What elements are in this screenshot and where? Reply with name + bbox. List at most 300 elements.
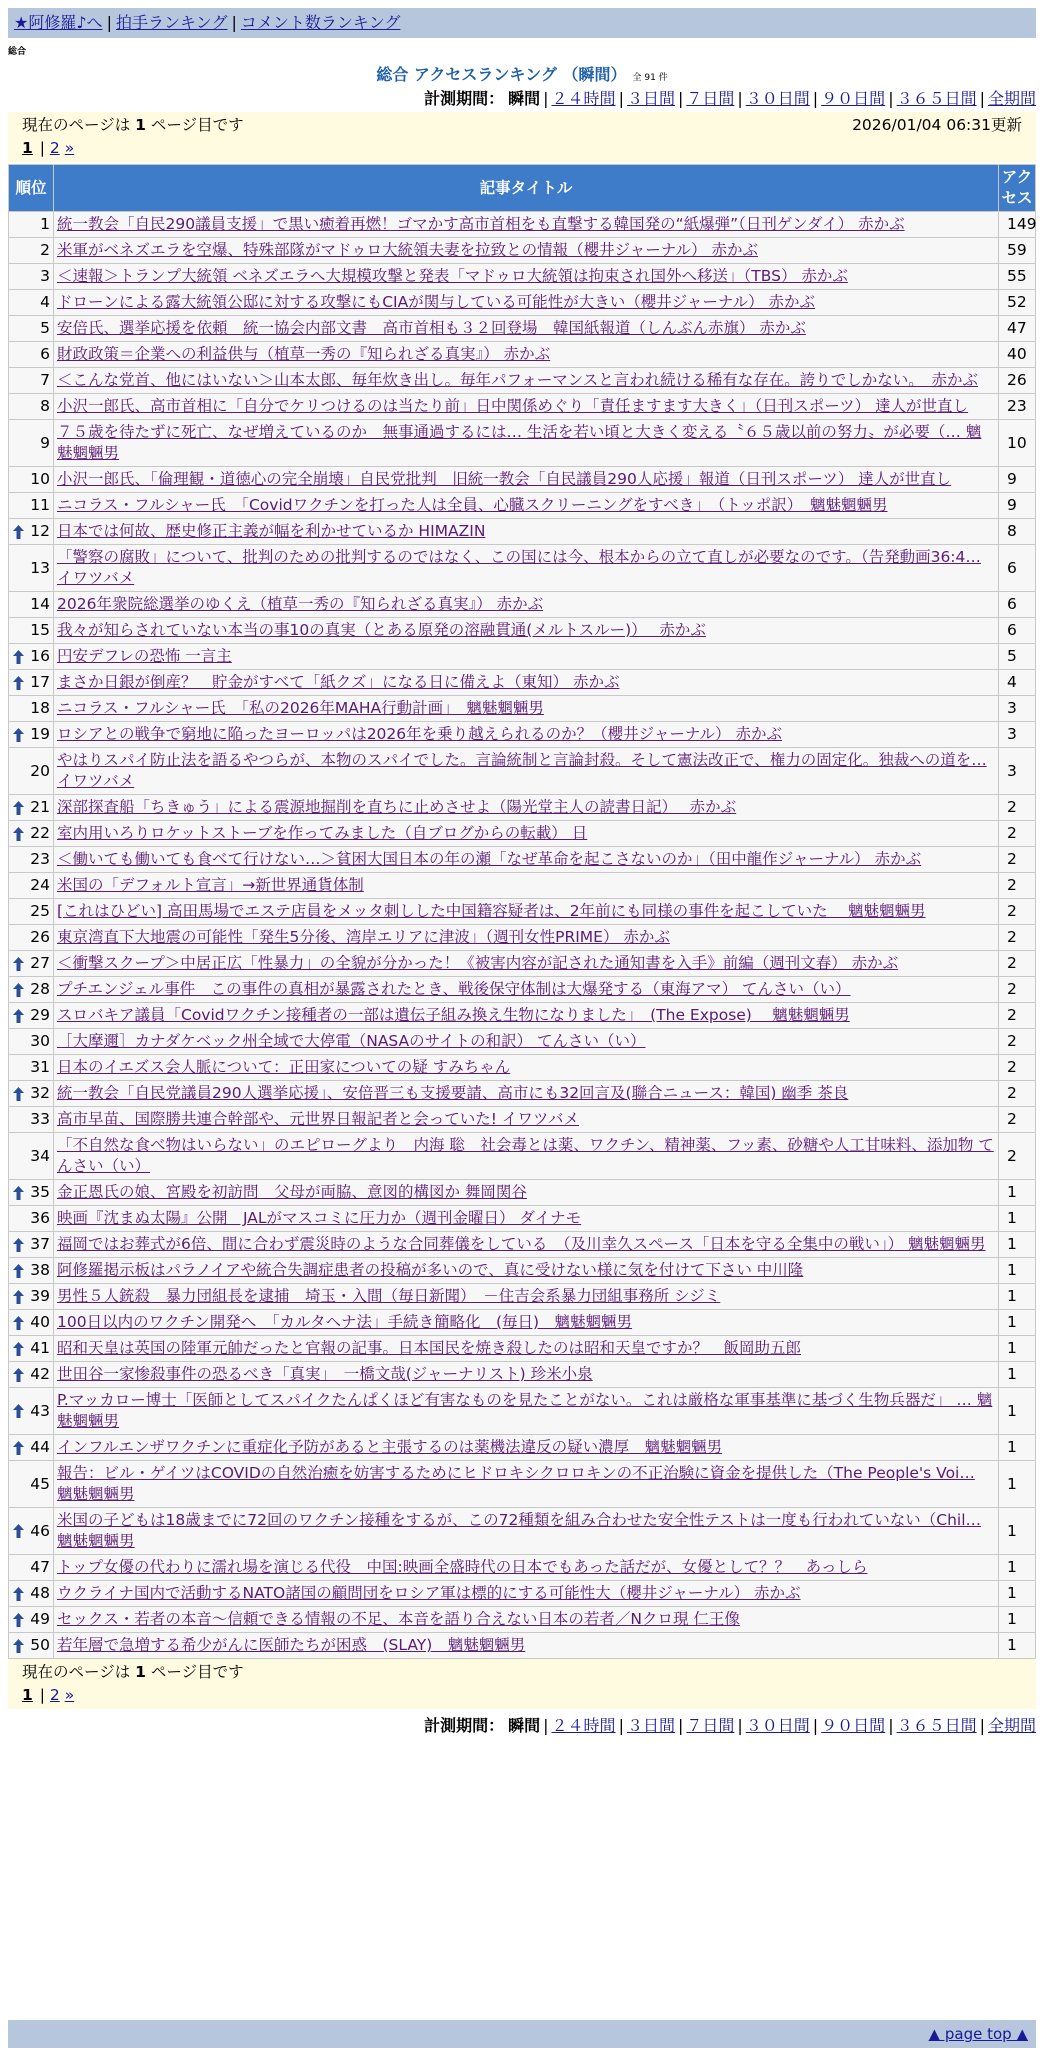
title-cell [54, 795, 999, 821]
table-row [9, 1232, 1036, 1258]
table-row [9, 977, 1036, 1003]
access-count: 1 [999, 1258, 1036, 1284]
table-row [9, 951, 1036, 977]
access-count: 3 [999, 696, 1036, 722]
rank-number: 43 [30, 1401, 50, 1420]
access-count: 2 [999, 899, 1036, 925]
title-cell [54, 1555, 999, 1581]
rank-number: 14 [30, 595, 50, 613]
title-cell [54, 420, 999, 467]
rank-number: 36 [30, 1209, 50, 1227]
access-header: アクセス [999, 165, 1036, 212]
rank-number: 12 [30, 522, 50, 540]
title-cell [54, 925, 999, 951]
rank-cell [9, 592, 54, 618]
table-row [9, 1388, 1036, 1435]
pager-top: 1 | 2 » [22, 139, 75, 157]
rank-number: 32 [30, 1084, 50, 1102]
title-cell [54, 1029, 999, 1055]
table-row [9, 519, 1036, 545]
rank-number: 23 [30, 850, 50, 868]
rank-cell [9, 1336, 54, 1362]
period-90d-link[interactable]: ９０日間 [821, 89, 886, 108]
rank-up-arrow-icon [13, 1404, 24, 1418]
bottom-block [0, 1659, 1044, 1736]
period-90d-link-bottom[interactable]: ９０日間 [821, 1716, 886, 1735]
period-current: 瞬間 [508, 89, 541, 108]
table-row [9, 394, 1036, 420]
article-link[interactable]: [これはひどい] 高田馬場でエステ店員をメッタ刺しした中国籍容疑者は、2年前にも同様の事件を起こしていた 魑魅魍魎男 [57, 902, 926, 920]
article-link[interactable]: 福岡ではお葬式が6倍、間に合わず震災時のような合同葬儀をしている （及川幸久スペース「日本を守る全集中の戦い」） 魑魅魍魎男 [57, 1235, 986, 1253]
rank-number: 44 [30, 1438, 50, 1456]
article-link[interactable]: 世田谷一家惨殺事件の恐るべき「真実」 一橋文哉(ジャーナリスト) 珍米小泉 [57, 1365, 593, 1383]
title-cell [54, 394, 999, 420]
home-link[interactable]: ★阿修羅♪へ [14, 13, 103, 32]
rank-number: 41 [30, 1339, 50, 1357]
title-cell [54, 1081, 999, 1107]
article-link[interactable]: 統一教会「自民290議員支援」で黒い癒着再燃！ゴマかす高市首相をも直撃する韓国発の“紙爆弾”（日刊ゲンダイ） 赤かぶ [57, 215, 905, 233]
rank-number: 17 [30, 673, 50, 691]
rank-number: 11 [30, 496, 50, 514]
rank-cell [9, 722, 54, 748]
title-cell [54, 1461, 999, 1508]
title-cell [54, 1232, 999, 1258]
page-info-top: 現在のページは 1 ページ目です 2026/01/04 06:31更新 1 | 2 » [8, 112, 1036, 162]
rank-cell [9, 493, 54, 519]
rank-cell [9, 1508, 54, 1555]
title-cell [54, 1362, 999, 1388]
article-link[interactable]: 財政政策＝企業への利益供与（植草一秀の『知られざる真実』） 赤かぶ [57, 345, 551, 363]
article-link[interactable]: 報告：ビル・ゲイツはCOVIDの自然治癒を妨害するためにヒドロキシクロロキンの不正治験に資金を提供した（The People's Voi… 魑魅魍魎男 [57, 1464, 975, 1503]
rank-number: 30 [30, 1032, 50, 1050]
table-row [9, 1180, 1036, 1206]
rank-up-arrow-icon [13, 1524, 24, 1538]
pager-page-2-bottom[interactable]: 2 [49, 1686, 60, 1704]
article-link[interactable]: ドローンによる露大統領公邸に対する攻撃にもCIAが関与している可能性が大きい（櫻井ジャーナル） 赤かぶ [57, 293, 816, 311]
article-link[interactable]: 小沢一郎氏、高市首相に「自分でケリつけるのは当たり前」日中関係めぐり「責任ますます大きく」（日刊スポーツ） 達人が世直し [57, 397, 969, 415]
access-count: 1 [999, 1310, 1036, 1336]
rank-cell [9, 847, 54, 873]
rank-cell [9, 1232, 54, 1258]
rank-number: 24 [30, 876, 50, 894]
title-cell [54, 342, 999, 368]
access-count: 2 [999, 977, 1036, 1003]
access-count: 2 [999, 1107, 1036, 1133]
article-link[interactable]: 「警察の腐敗」について、批判のための批判するのではなく、この国には今、根本からの立て直しが必要なのです。（告発動画36:4… イワツバメ [57, 548, 981, 587]
rank-up-arrow-icon [13, 1587, 24, 1601]
article-link[interactable]: 「不自然な食べ物はいらない」のエピローグより 内海 聡 社会毒とは薬、ワクチン、精神薬、フッ素、砂糖や人工甘味料、添加物 てんさい（い） [57, 1136, 994, 1175]
rank-up-arrow-icon [13, 525, 24, 539]
access-count: 4 [999, 670, 1036, 696]
clap-ranking-link[interactable]: 拍手ランキング [115, 13, 228, 32]
table-row [9, 847, 1036, 873]
rank-number: 31 [30, 1058, 50, 1076]
table-row [9, 873, 1036, 899]
pager-next-bottom[interactable]: » [64, 1686, 75, 1704]
access-count: 1 [999, 1362, 1036, 1388]
rank-cell [9, 238, 54, 264]
pager-page-2[interactable]: 2 [49, 139, 60, 157]
rank-up-arrow-icon [13, 1186, 24, 1200]
article-link[interactable]: ＜速報＞トランプ大統領 ベネズエラへ大規模攻撃と発表「マドゥロ大統領は拘束され国外へ移送」（TBS） 赤かぶ [57, 267, 848, 285]
footer-bar [8, 2020, 1036, 2048]
article-link[interactable]: 安倍氏、選挙応援を依頼 統一協会内部文書 高市首相も３２回登場 韓国紙報道（しんぶん赤旗） 赤かぶ [57, 319, 806, 337]
title-cell [54, 899, 999, 925]
rank-up-arrow-icon [13, 1009, 24, 1023]
rank-cell [9, 748, 54, 795]
article-link[interactable]: 統一教会「自民党議員290人選挙応援」、安倍晋三も支援要請、高市にも32回言及(聯合ニュース：韓国) 幽季 茶良 [57, 1084, 849, 1102]
article-link[interactable]: 映画『沈まぬ太陽』公開 JALがマスコミに圧力か（週刊金曜日） ダイナモ [57, 1209, 582, 1227]
rank-up-arrow-icon [13, 1441, 24, 1455]
table-row [9, 342, 1036, 368]
table-row [9, 899, 1036, 925]
category-label: 総合 [8, 47, 27, 57]
rank-up-arrow-icon [13, 1316, 24, 1330]
table-row [9, 696, 1036, 722]
rank-number: 16 [30, 647, 50, 665]
rank-number: 25 [30, 902, 50, 920]
title-cell [54, 519, 999, 545]
rank-up-arrow-icon [13, 957, 24, 971]
period-all-link-bottom[interactable]: 全期間 [987, 1716, 1036, 1735]
rank-cell [9, 1180, 54, 1206]
rank-cell [9, 519, 54, 545]
period-all-link[interactable]: 全期間 [987, 89, 1036, 108]
rank-up-arrow-icon [13, 1613, 24, 1627]
table-row [9, 212, 1036, 238]
rank-number: 39 [30, 1287, 50, 1305]
table-row [9, 290, 1036, 316]
comment-ranking-link[interactable]: コメント数ランキング [240, 13, 401, 32]
article-link[interactable]: 若年層で急増する希少がんに医師たちが困惑 (SLAY) 魑魅魍魎男 [57, 1636, 526, 1654]
article-link[interactable]: 深部探査船「ちきゅう」による震源地掘削を直ちに止めさせよ（陽光堂主人の読書日記） 赤かぶ [57, 798, 737, 816]
table-row [9, 368, 1036, 394]
access-count: 2 [999, 795, 1036, 821]
period-label: 計測期間： [424, 89, 505, 108]
title-cell [54, 1607, 999, 1633]
title-cell [54, 545, 999, 592]
rank-cell [9, 1435, 54, 1461]
title-header: 記事タイトル [54, 165, 999, 212]
table-row [9, 1003, 1036, 1029]
article-link[interactable]: 高市早苗、国際勝共連合幹部や、元世界日報記者と会っていた! イワツバメ [57, 1110, 580, 1128]
rank-number: 9 [40, 433, 50, 452]
rank-number: 34 [30, 1146, 50, 1165]
article-link[interactable]: スロバキア議員「Covidワクチン接種者の一部は遺伝子組み換え生物になりました」 (The Expose) 魑魅魍魎男 [57, 1006, 850, 1024]
rank-up-arrow-icon [13, 1342, 24, 1356]
table-row [9, 1133, 1036, 1180]
rank-cell [9, 1133, 54, 1180]
rank-cell [9, 1029, 54, 1055]
period-3d-link-bottom[interactable]: ３日間 [626, 1716, 675, 1735]
period-3d-link[interactable]: ３日間 [626, 89, 675, 108]
rank-number: 10 [30, 470, 50, 488]
rank-up-arrow-icon [13, 1290, 24, 1304]
rank-cell [9, 873, 54, 899]
title-cell [54, 238, 999, 264]
page-top-link[interactable]: ▲ page top ▲ [928, 2025, 1028, 2043]
access-count: 2 [999, 1133, 1036, 1180]
table-row [9, 1435, 1036, 1461]
title-cell [54, 1310, 999, 1336]
title-cell [54, 1435, 999, 1461]
access-count: 2 [999, 1081, 1036, 1107]
table-row [9, 748, 1036, 795]
article-link[interactable]: 室内用いろりロケットストーブを作ってみました（自ブログからの転載） 日 [57, 824, 588, 842]
rank-cell [9, 1081, 54, 1107]
access-count: 149 [999, 212, 1036, 238]
rank-number: 46 [30, 1521, 50, 1540]
rank-cell [9, 368, 54, 394]
title-cell [54, 977, 999, 1003]
period-30d-link-bottom[interactable]: ３０日間 [745, 1716, 810, 1735]
article-link[interactable]: 日本では何故、歴史修正主義が幅を利かせているか HIMAZIN [57, 522, 486, 540]
article-link[interactable]: トップ女優の代わりに濡れ場を演じる代役 中国:映画全盛時代の日本でもあった話だが、女優として？？ あっしら [57, 1558, 868, 1576]
access-count: 1 [999, 1555, 1036, 1581]
access-count: 52 [999, 290, 1036, 316]
table-row [9, 592, 1036, 618]
rank-cell [9, 1107, 54, 1133]
rank-cell [9, 977, 54, 1003]
rank-up-arrow-icon [13, 983, 24, 997]
access-count: 55 [999, 264, 1036, 290]
rank-cell [9, 1310, 54, 1336]
title-cell [54, 1180, 999, 1206]
article-link[interactable]: 我々が知らされていない本当の事10の真実（とある原発の溶融貫通(メルトスルー)） 赤かぶ [57, 621, 706, 639]
access-count: 1 [999, 1336, 1036, 1362]
table-row [9, 821, 1036, 847]
article-link[interactable]: 米国の「デフォルト宣言」→新世界通貨体制 [57, 876, 364, 894]
period-7d-link-bottom[interactable]: ７日間 [686, 1716, 735, 1735]
rank-cell [9, 467, 54, 493]
rank-number: 28 [30, 980, 50, 998]
ranking-table [8, 164, 1036, 1659]
article-link[interactable]: 東京湾直下大地震の可能性「発生5分後、湾岸エリアに津波」（週刊女性PRIME） 赤かぶ [57, 928, 670, 946]
rank-up-arrow-icon [13, 1639, 24, 1653]
title-cell [54, 290, 999, 316]
table-row [9, 264, 1036, 290]
period-365d-link[interactable]: ３６５日間 [896, 89, 977, 108]
title-cell [54, 467, 999, 493]
rank-cell [9, 795, 54, 821]
title-cell [54, 670, 999, 696]
rank-number: 2 [40, 241, 50, 259]
table-row [9, 1336, 1036, 1362]
period-selector-top: 計測期間： 瞬間 | ２４時間 | ３日間 | ７日間 | ３０日間 | ９０日間 | ３６５日間 | 全期間 [424, 89, 1036, 108]
table-row [9, 1310, 1036, 1336]
title-cell [54, 1107, 999, 1133]
article-link[interactable]: 米軍がベネズエラを空爆、特殊部隊がマドゥロ大統領夫妻を拉致との情報（櫻井ジャーナル） 赤かぶ [57, 241, 758, 259]
period-selector-bottom: 計測期間： 瞬間 | ２４時間 | ３日間 | ７日間 | ３０日間 | ９０日間 | ３６５日間 | 全期間 [424, 1716, 1036, 1735]
article-link[interactable]: ウクライナ国内で活動するNATO諸国の顧問団をロシア軍は標的にする可能性大（櫻井ジャーナル） 赤かぶ [57, 1584, 801, 1602]
article-link[interactable]: 日本のイエズス会人脈について：正田家についての疑 すみちゃん [57, 1058, 511, 1076]
article-link[interactable]: ニコラス・フルシャー氏 「私の2026年MAHA行動計画」 魑魅魍魎男 [57, 699, 544, 717]
rank-number: 27 [30, 954, 50, 972]
title-cell [54, 1003, 999, 1029]
article-link[interactable]: ＜衝撃スクープ＞中居正広「性暴力」の全貌が分かった！《被害内容が記された通知書を入手》前編（週刊文春） 赤かぶ [57, 954, 899, 972]
table-row [9, 1362, 1036, 1388]
article-link[interactable]: セックス・若者の本音〜信頼できる情報の不足、本音を語り合えない日本の若者／Nクロ現 仁王像 [57, 1610, 740, 1628]
title-cell [54, 748, 999, 795]
access-count: 2 [999, 1029, 1036, 1055]
article-link[interactable]: 2026年衆院総選挙のゆくえ（植草一秀の『知られざる真実』） 赤かぶ [57, 595, 544, 613]
rank-number: 26 [30, 928, 50, 946]
article-link[interactable]: まさか日銀が倒産？ 貯金がすべて「紙クズ」になる日に備えよ（東知） 赤かぶ [57, 673, 620, 691]
period-24h-link[interactable]: ２４時間 [551, 89, 616, 108]
access-count: 2 [999, 1003, 1036, 1029]
table-row [9, 316, 1036, 342]
title-cell [54, 696, 999, 722]
article-link[interactable]: ＜働いても働いても食べて行けない…＞貧困大国日本の年の瀬「なぜ革命を起こさないのか」（田中龍作ジャーナル） 赤かぶ [57, 850, 922, 868]
article-link[interactable]: 男性５人銃殺 暴力団組長を逮捕 埼玉・入間（毎日新聞） －住吉会系暴力団組事務所 シジミ [57, 1287, 721, 1305]
access-count: 8 [999, 519, 1036, 545]
table-row [9, 1581, 1036, 1607]
title-cell [54, 644, 999, 670]
rank-cell [9, 290, 54, 316]
title-cell [54, 847, 999, 873]
access-count: 6 [999, 545, 1036, 592]
rank-number: 22 [30, 824, 50, 842]
rank-number: 42 [30, 1365, 50, 1383]
title-cell [54, 1508, 999, 1555]
pager-current: 1 [22, 139, 33, 157]
period-7d-link[interactable]: ７日間 [686, 89, 735, 108]
article-link[interactable]: 阿修羅掲示板はパラノイアや統合失調症患者の投稿が多いので、真に受けない様に気を付けて下さい 中川隆 [57, 1261, 804, 1279]
rank-number: 3 [40, 267, 50, 285]
table-row [9, 1081, 1036, 1107]
rank-cell [9, 696, 54, 722]
rank-number: 18 [30, 699, 50, 717]
title-cell [54, 264, 999, 290]
title-cell [54, 368, 999, 394]
article-link[interactable]: 小沢一郎氏、「倫理観・道徳心の完全崩壊」自民党批判 旧統一教会「自民議員290人応援」報道（日刊スポーツ） 達人が世直し [57, 470, 952, 488]
article-link[interactable]: ＜こんな党首、他にはいない＞山本太郎、毎年炊き出し。毎年パフォーマンスと言われ続ける稀有な存在。誇りでしかない。 赤かぶ [57, 371, 979, 389]
article-link[interactable]: ニコラス・フルシャー氏 「Covidワクチンを打った人は全員、心臓スクリーニングをすべき」 （トッポ訳） 魑魅魍魎男 [57, 496, 888, 514]
access-count: 3 [999, 748, 1036, 795]
access-count: 2 [999, 925, 1036, 951]
table-row [9, 420, 1036, 467]
access-count: 5 [999, 644, 1036, 670]
table-row [9, 1607, 1036, 1633]
access-count: 1 [999, 1607, 1036, 1633]
rank-number: 47 [30, 1558, 50, 1576]
rank-number: 15 [30, 621, 50, 639]
rank-cell [9, 420, 54, 467]
rank-number: 48 [30, 1584, 50, 1602]
rank-number: 8 [40, 397, 50, 415]
rank-number: 45 [30, 1474, 50, 1493]
table-row [9, 618, 1036, 644]
title-cell [54, 493, 999, 519]
title-cell [54, 1206, 999, 1232]
access-count: 1 [999, 1232, 1036, 1258]
rank-number: 35 [30, 1183, 50, 1201]
rank-number: 49 [30, 1610, 50, 1628]
rank-cell [9, 1055, 54, 1081]
article-link[interactable]: ７５歳を待たずに死亡、なぜ増えているのか 無事通過するには… 生活を若い頃と大きく変える〝６５歳以前の努力〟が必要（… 魑魅魍魎男 [57, 423, 982, 462]
article-link[interactable]: 米国の子どもは18歳までに72回のワクチン接種をするが、この72種類を組み合わせた安全性テストは一度も行われていない（Chil… 魑魅魍魎男 [57, 1511, 982, 1550]
rank-number: 1 [40, 215, 50, 233]
rank-up-arrow-icon [13, 650, 24, 664]
table-row [9, 1029, 1036, 1055]
table-row [9, 545, 1036, 592]
rank-cell [9, 1258, 54, 1284]
updated-time: 2026/01/04 06:31更新 [852, 116, 1022, 134]
pager-next[interactable]: » [64, 139, 75, 157]
title-cell [54, 316, 999, 342]
title-cell [54, 1336, 999, 1362]
article-link[interactable]: プチエンジェル事件 この事件の真相が暴露されたとき、戦後保守体制は大爆発する（東海アマ） てんさい（い） [57, 980, 851, 998]
article-link[interactable]: インフルエンザワクチンに重症化予防があると主張するのは薬機法違反の疑い濃厚 魑魅魍魎男 [57, 1438, 723, 1456]
rank-cell [9, 899, 54, 925]
access-count: 26 [999, 368, 1036, 394]
rank-number: 40 [30, 1313, 50, 1331]
article-link[interactable]: P.マッカロー博士「医師としてスパイクたんぱくほど有害なものを見たことがない。これは厳格な軍事基準に基づく生物兵器だ」 … 魑魅魍魎男 [57, 1391, 993, 1430]
table-row [9, 1508, 1036, 1555]
rank-cell [9, 1581, 54, 1607]
access-count: 1 [999, 1581, 1036, 1607]
rank-cell [9, 264, 54, 290]
period-30d-link[interactable]: ３０日間 [745, 89, 810, 108]
period-24h-link-bottom[interactable]: ２４時間 [551, 1716, 616, 1735]
article-link[interactable]: 100日以内のワクチン開発へ 「カルタヘナ法」手続き簡略化 (毎日) 魑魅魍魎男 [57, 1313, 633, 1331]
access-count: 1 [999, 1206, 1036, 1232]
table-row [9, 1555, 1036, 1581]
rank-number: 6 [40, 345, 50, 363]
article-link[interactable]: ロシアとの戦争で窮地に陥ったヨーロッパは2026年を乗り越えられるのか？（櫻井ジャーナル） 赤かぶ [57, 725, 782, 743]
table-row [9, 1284, 1036, 1310]
rank-up-arrow-icon [13, 801, 24, 815]
rank-up-arrow-icon [13, 827, 24, 841]
article-link[interactable]: 昭和天皇は英国の陸軍元帥だったと官報の記事。日本国民を焼き殺したのは昭和天皇ですか？ 飯岡助五郎 [57, 1339, 802, 1357]
page-info-bottom: 現在のページは 1 ページ目です 1 | 2 » [8, 1659, 1036, 1709]
article-link[interactable]: 円安デフレの恐怖 一言主 [57, 647, 232, 665]
rank-number: 33 [30, 1110, 50, 1128]
rank-up-arrow-icon [13, 1264, 24, 1278]
title-cell [54, 1633, 999, 1659]
access-count: 1 [999, 1508, 1036, 1555]
access-count: 10 [999, 420, 1036, 467]
table-row [9, 1258, 1036, 1284]
article-link[interactable]: やはりスパイ防止法を語るやつらが、本物のスパイでした。言論統制と言論封殺。そして憲法改正で、権力の固定化。独裁への道を… イワツバメ [57, 751, 987, 790]
period-365d-link-bottom[interactable]: ３６５日間 [896, 1716, 977, 1735]
title-cell [54, 1133, 999, 1180]
access-count: 2 [999, 821, 1036, 847]
table-row [9, 467, 1036, 493]
article-link[interactable]: ［大摩邇］カナダケベック州全域で大停電（NASAのサイトの和訳） てんさい（い） [57, 1032, 646, 1050]
total-count: 全 91 件 [632, 73, 668, 83]
rank-number: 21 [30, 798, 50, 816]
rank-number: 20 [30, 761, 50, 780]
rank-cell [9, 394, 54, 420]
access-count: 2 [999, 847, 1036, 873]
access-count: 47 [999, 316, 1036, 342]
rank-number: 13 [30, 558, 50, 577]
rank-cell [9, 1461, 54, 1508]
table-row [9, 1055, 1036, 1081]
top-nav-bar: ★阿修羅♪へ | 拍手ランキング | コメント数ランキング [8, 8, 1036, 38]
access-count: 1 [999, 1284, 1036, 1310]
title-cell [54, 1388, 999, 1435]
table-row [9, 493, 1036, 519]
title-cell [54, 1055, 999, 1081]
rank-up-arrow-icon [13, 676, 24, 690]
article-link[interactable]: 金正恩氏の娘、宮殿を初訪問 父母が両脇、意図的構図か 舞岡関谷 [57, 1183, 527, 1201]
rank-cell [9, 1206, 54, 1232]
rank-cell [9, 1362, 54, 1388]
access-count: 1 [999, 1461, 1036, 1508]
table-row [9, 644, 1036, 670]
